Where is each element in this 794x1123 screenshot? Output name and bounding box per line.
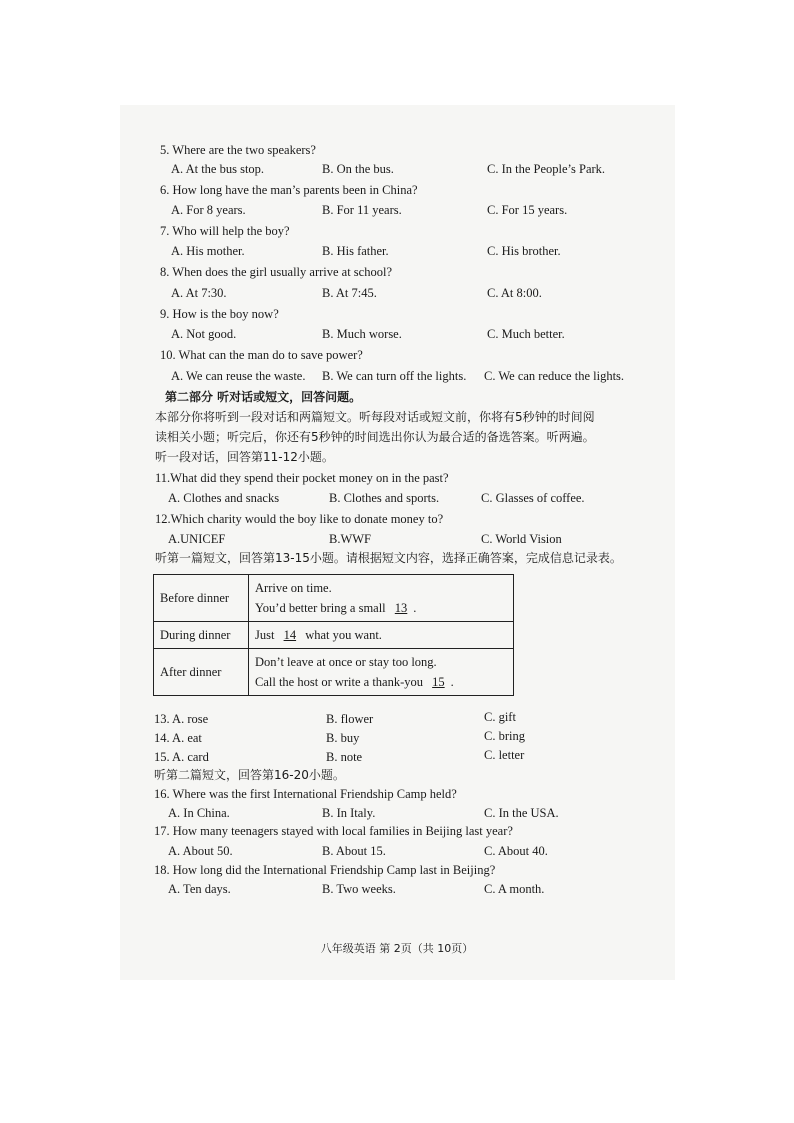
table-row — [154, 649, 514, 696]
question-9: 9. How is the boy now? — [160, 307, 279, 321]
table-text: Call the host or write a thank-you — [255, 675, 424, 689]
option-6c: C. For 15 years. — [487, 203, 568, 217]
table-text-line — [255, 598, 507, 618]
option-18c: C. A month. — [484, 882, 545, 896]
question-6: 6. How long have the man’s parents been in China? — [160, 183, 418, 197]
table-text: Arrive on time. — [255, 581, 332, 595]
option-9c: C. Much better. — [487, 327, 565, 341]
passage2-intro: 听第二篇短文，回答第16-20小题。 — [154, 768, 345, 782]
question-18: 18. How long did the International Friendship Camp last in Beijing? — [154, 863, 496, 877]
option-5a: A. At the bus stop. — [171, 162, 265, 176]
option-5b: B. On the bus. — [322, 162, 394, 176]
option-13b: B. flower — [326, 712, 374, 726]
option-14c: C. bring — [484, 729, 525, 743]
blank-15: 15 — [432, 675, 445, 689]
option-7c: C. His brother. — [487, 244, 561, 258]
table-cell-before-dinner — [249, 575, 514, 622]
option-10b: B. We can turn off the lights. — [322, 369, 467, 383]
option-12b: B.WWF — [329, 532, 372, 546]
part2-instruction-line1: 本部分你将听到一段对话和两篇短文。听每段对话或短文前，你将有5秒钟的时间阅 — [155, 410, 595, 424]
table-cell-during-dinner — [249, 622, 514, 649]
option-11a: A. Clothes and snacks — [168, 491, 280, 505]
option-16a: A. In China. — [168, 806, 230, 820]
option-15a: 15. A. card — [154, 750, 209, 764]
table-label-after-dinner: After dinner — [154, 649, 249, 696]
table-text: . — [413, 601, 417, 615]
blank-14: 14 — [283, 628, 297, 642]
option-13c: C. gift — [484, 710, 516, 724]
table-text: You’d better bring a small — [255, 601, 386, 615]
option-12c: C. World Vision — [481, 532, 562, 546]
option-7b: B. His father. — [322, 244, 389, 258]
question-12: 12.Which charity would the boy like to donate money to? — [155, 512, 444, 526]
option-8c: C. At 8:00. — [487, 286, 542, 300]
option-11c: C. Glasses of coffee. — [481, 491, 585, 505]
option-17a: A. About 50. — [168, 844, 233, 858]
part2-heading: 第二部分 听对话或短文，回答问题。 — [165, 390, 362, 404]
option-14b: B. buy — [326, 731, 360, 745]
option-10c: C. We can reduce the lights. — [484, 369, 625, 383]
option-16b: B. In Italy. — [322, 806, 376, 820]
option-17b: B. About 15. — [322, 844, 386, 858]
question-16: 16. Where was the first International Friendship Camp held? — [154, 787, 457, 801]
option-9a: A. Not good. — [171, 327, 237, 341]
question-10: 10. What can the man do to save power? — [160, 348, 363, 362]
table-label-before-dinner: Before dinner — [154, 575, 249, 622]
question-8: 8. When does the girl usually arrive at school? — [160, 265, 392, 279]
option-13a: 13. A. rose — [154, 712, 209, 726]
table-text: Just — [255, 628, 275, 642]
blank-13: 13 — [394, 601, 408, 615]
info-record-table — [153, 574, 514, 696]
option-12a: A.UNICEF — [168, 532, 226, 546]
table-text: Don’t leave at once or stay too long. — [255, 655, 437, 669]
part2-instruction-line2: 读相关小题；听完后，你还有5秒钟的时间选出你认为最合适的备选答案。听两遍。 — [155, 430, 595, 444]
option-15b: B. note — [326, 750, 363, 764]
dialog-intro: 听一段对话，回答第11-12小题。 — [155, 450, 334, 464]
option-8a: A. At 7:30. — [171, 286, 227, 300]
option-15c: C. letter — [484, 748, 525, 762]
question-5: 5. Where are the two speakers? — [160, 143, 316, 157]
table-row — [154, 622, 514, 649]
option-11b: B. Clothes and sports. — [329, 491, 440, 505]
table-text-line — [255, 672, 507, 692]
table-label-during-dinner: During dinner — [154, 622, 249, 649]
option-18a: A. Ten days. — [168, 882, 231, 896]
option-9b: B. Much worse. — [322, 327, 402, 341]
question-7: 7. Who will help the boy? — [160, 224, 290, 238]
page-footer: 八年级英语 第 2页（共 10页） — [320, 942, 474, 955]
question-17: 17. How many teenagers stayed with local families in Beijing last year? — [154, 824, 513, 838]
option-14a: 14. A. eat — [154, 731, 202, 745]
table-cell-after-dinner — [249, 649, 514, 696]
table-row — [154, 575, 514, 622]
option-16c: C. In the USA. — [484, 806, 559, 820]
option-18b: B. Two weeks. — [322, 882, 396, 896]
option-6a: A. For 8 years. — [171, 203, 246, 217]
option-6b: B. For 11 years. — [322, 203, 402, 217]
option-5c: C. In the People’s Park. — [487, 162, 606, 176]
option-17c: C. About 40. — [484, 844, 548, 858]
passage1-intro: 听第一篇短文，回答第13-15小题。请根据短文内容，选择正确答案，完成信息记录表。 — [155, 551, 622, 565]
table-text: what you want. — [305, 628, 382, 642]
question-11: 11.What did they spend their pocket money on in the past? — [155, 471, 449, 485]
option-7a: A. His mother. — [171, 244, 245, 258]
option-10a: A. We can reuse the waste. — [171, 369, 306, 383]
option-8b: B. At 7:45. — [322, 286, 377, 300]
table-text: . — [450, 675, 454, 689]
